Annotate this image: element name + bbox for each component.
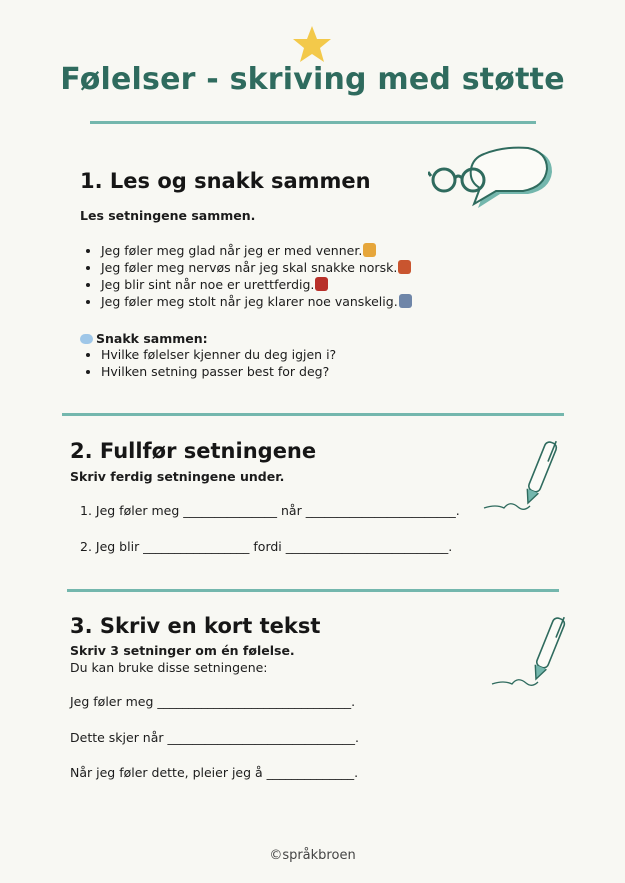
pen-icon [482, 436, 562, 514]
list-item: • Jeg føler meg glad når jeg er med venner. [101, 242, 412, 259]
footer-copyright: ©språkbroen [269, 848, 356, 863]
angry-person-emoji-icon [315, 277, 328, 291]
list-item: • Jeg føler meg stolt når jeg klarer noe vanskelig. [101, 293, 412, 310]
section3-subtext: Du kan bruke disse setningene: [70, 660, 268, 675]
divider [90, 121, 536, 124]
talk-heading: Snakk sammen: [80, 331, 208, 346]
list-item: • Jeg blir sint når noe er urettferdig. [101, 276, 412, 293]
page-title: Følelser - skriving med støtte [60, 62, 565, 97]
section3-heading: 3. Skriv en kort tekst [70, 614, 321, 638]
writing-line-1[interactable]: Jeg føler meg _______________________________. [70, 694, 356, 709]
fill-in-sentence-2[interactable]: 2. Jeg blir _________________ fordi __________________________. [80, 539, 453, 554]
list-item: • Hvilken setning passer best for deg? [101, 363, 336, 380]
list-item: • Jeg føler meg nervøs når jeg skal snakke norsk. [101, 259, 412, 276]
proud-person-emoji-icon [399, 294, 412, 308]
glasses-speech-bubble-icon [428, 146, 558, 214]
star-icon [292, 24, 332, 64]
happy-person-emoji-icon [363, 243, 376, 257]
divider [62, 413, 564, 416]
fill-in-sentence-1[interactable]: 1. Jeg føler meg _______________ når ________________________. [80, 503, 460, 518]
nervous-person-emoji-icon [398, 260, 411, 274]
divider [67, 589, 559, 592]
list-item: • Hvilke følelser kjenner du deg igjen i? [101, 346, 336, 363]
section1-heading: 1. Les og snakk sammen [80, 169, 371, 193]
speech-bubble-icon [80, 334, 93, 344]
section2-instruction: Skriv ferdig setningene under. [70, 469, 285, 484]
talk-list [81, 346, 336, 380]
pen-icon [490, 612, 570, 690]
section3-instruction: Skriv 3 setninger om én følelse. [70, 643, 295, 658]
section1-instruction: Les setningene sammen. [80, 208, 256, 223]
section1-sentence-list [81, 242, 412, 310]
writing-line-3[interactable]: Når jeg føler dette, pleier jeg å ______________. [70, 765, 359, 780]
writing-line-2[interactable]: Dette skjer når ______________________________. [70, 730, 359, 745]
section2-heading: 2. Fullfør setningene [70, 439, 317, 463]
